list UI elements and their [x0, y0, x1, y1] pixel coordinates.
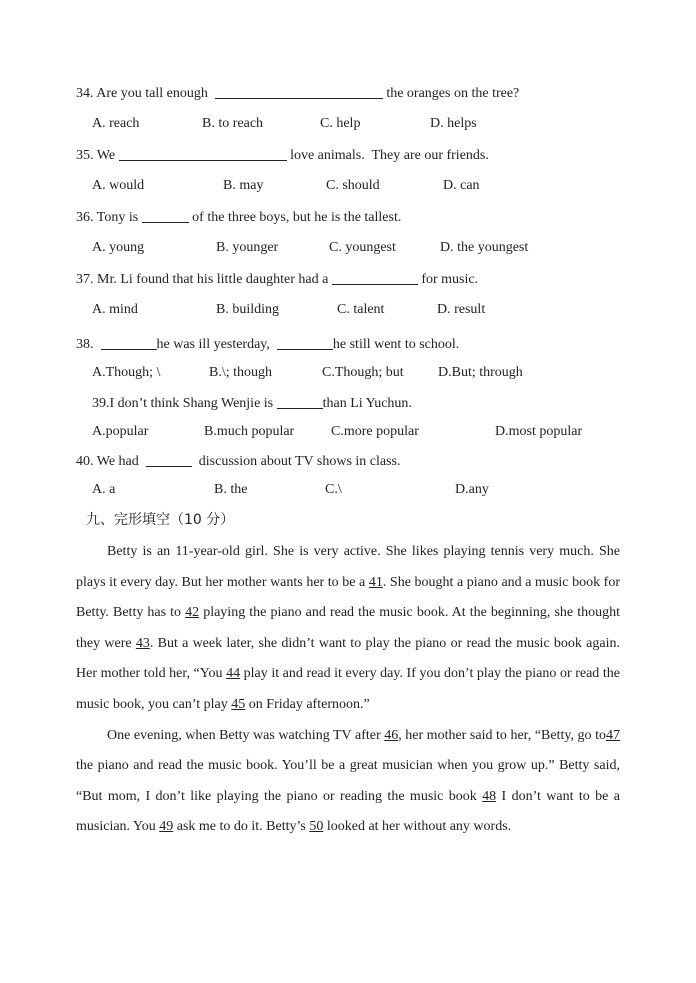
answer-blank[interactable]: [277, 394, 323, 409]
answer-blank[interactable]: [142, 208, 189, 223]
option-b[interactable]: B. to reach: [202, 116, 264, 131]
question-stem: Are you tall enough: [96, 86, 208, 101]
question-34: [76, 84, 519, 103]
question-stem: he was ill yesterday,: [156, 337, 270, 352]
option-b[interactable]: B. younger: [216, 240, 279, 255]
option-d[interactable]: D. result: [437, 302, 486, 317]
question-number: 38.: [76, 337, 94, 352]
passage-text: . But a week later, she didn’t want to play the piano or read the music book again. Her mother told her, “You: [76, 635, 620, 682]
passage-text: , her mother said to her, “Betty, go to: [398, 727, 606, 743]
paragraph-2: [76, 721, 620, 843]
option-c[interactable]: C. talent: [337, 302, 385, 317]
blank-48[interactable]: 48: [482, 788, 497, 804]
question-stem: We: [96, 148, 116, 163]
blank-43[interactable]: 43: [135, 635, 150, 651]
option-b[interactable]: B.much popular: [204, 424, 295, 439]
question-39: [92, 394, 412, 413]
question-stem: he still went to school.: [332, 337, 460, 352]
question-stem: Mr. Li found that his little daughter had a: [97, 272, 329, 287]
paragraph-1: [76, 537, 620, 721]
option-c[interactable]: C. help: [320, 116, 361, 131]
question-number: 40.: [76, 454, 94, 469]
section-title: 九、完形填空（10 分）: [86, 512, 235, 528]
passage-text: ask me to do it. Betty’s: [173, 819, 310, 835]
option-c[interactable]: C.more popular: [331, 424, 419, 439]
option-b[interactable]: B. building: [216, 302, 280, 317]
question-stem: discussion about TV shows in class.: [198, 454, 401, 469]
passage-text: I don’t want to be a musician. You: [76, 788, 620, 835]
option-c[interactable]: C. should: [326, 178, 380, 193]
blank-46[interactable]: 46: [384, 727, 399, 743]
blank-42[interactable]: 42: [185, 605, 200, 621]
question-stem: than Li Yuchun.: [322, 396, 412, 411]
answer-blank[interactable]: [215, 84, 383, 99]
question-38: [76, 335, 459, 354]
option-d[interactable]: D.But; through: [438, 365, 523, 380]
option-a[interactable]: A. a: [92, 482, 116, 497]
question-stem: We had: [96, 454, 139, 469]
cloze-passage: [76, 537, 620, 843]
question-stem: I don’t think Shang Wenjie is: [109, 396, 274, 411]
answer-blank[interactable]: [101, 335, 157, 350]
blank-44[interactable]: 44: [226, 666, 241, 682]
option-d[interactable]: D. the youngest: [440, 240, 529, 255]
option-a[interactable]: A. mind: [92, 302, 138, 317]
option-c[interactable]: C.\: [325, 482, 342, 497]
answer-blank[interactable]: [119, 146, 287, 161]
question-37: [76, 270, 478, 289]
passage-text: Betty is an 11-year-old girl. She is very active. She likes playing tennis very much. She plays it every day. But her mother wants her to be a: [76, 544, 620, 590]
question-36: [76, 208, 401, 227]
option-c[interactable]: C.Though; but: [322, 365, 404, 380]
option-d[interactable]: D. can: [443, 178, 480, 193]
blank-45[interactable]: 45: [231, 696, 246, 712]
question-40: [76, 452, 401, 471]
question-number: 35.: [76, 148, 94, 163]
answer-blank[interactable]: [277, 335, 333, 350]
question-stem: the oranges on the tree?: [386, 86, 520, 101]
answer-blank[interactable]: [332, 270, 418, 285]
option-a[interactable]: A. reach: [92, 116, 140, 131]
question-number: 36.: [76, 210, 94, 225]
option-d[interactable]: D. helps: [430, 116, 477, 131]
question-stem: of the three boys, but he is the tallest.: [192, 210, 402, 225]
passage-text: . She bought a piano and a music book for Betty. Betty has to: [76, 574, 620, 621]
option-c[interactable]: C. youngest: [329, 240, 396, 255]
passage-text: play it and read it every day. If you don’t play the piano or read the music book, you can’t play: [76, 666, 620, 712]
passage-text: on Friday afternoon.”: [245, 696, 370, 712]
passage-text: looked at her without any words.: [323, 819, 512, 835]
question-35: [76, 146, 489, 165]
blank-41[interactable]: 41: [368, 574, 383, 590]
option-d[interactable]: D.most popular: [495, 424, 583, 439]
passage-text: the piano and read the music book. You’ll be a great musician when you grow up.” Betty said, “But mom, I don’t like playing the piano or reading the music book: [76, 758, 620, 804]
question-stem: Tony is: [96, 210, 139, 225]
question-stem: for music.: [421, 272, 479, 287]
question-stem: love animals. They are our friends.: [290, 148, 489, 163]
option-a[interactable]: A. would: [92, 178, 145, 193]
option-b[interactable]: B. the: [214, 482, 248, 497]
blank-47[interactable]: 47: [606, 727, 620, 743]
option-a[interactable]: A.popular: [92, 424, 149, 439]
question-number: 39.: [92, 396, 110, 411]
option-b[interactable]: B. may: [223, 178, 264, 193]
option-a[interactable]: A.Though; \: [92, 365, 161, 380]
question-number: 34.: [76, 86, 94, 101]
question-number: 37.: [76, 272, 94, 287]
answer-blank[interactable]: [146, 452, 192, 467]
option-a[interactable]: A. young: [92, 240, 145, 255]
option-b[interactable]: B.\; though: [209, 365, 273, 380]
option-d[interactable]: D.any: [455, 482, 489, 497]
passage-text: One evening, when Betty was watching TV after: [107, 727, 385, 743]
passage-text: playing the piano and read the music book. At the beginning, she thought they were: [76, 605, 620, 651]
blank-49[interactable]: 49: [159, 819, 174, 835]
blank-50[interactable]: 50: [309, 819, 324, 835]
